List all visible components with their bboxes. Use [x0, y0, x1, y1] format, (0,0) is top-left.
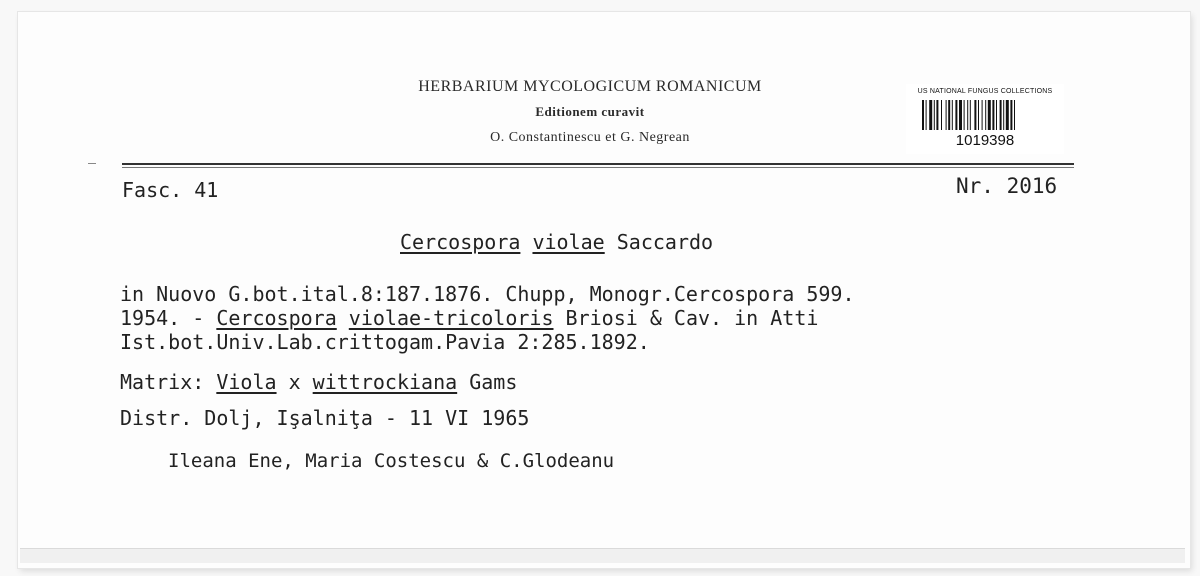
barcode-bar: [929, 100, 932, 130]
barcode-bar: [992, 100, 994, 130]
synonym-species: violae-tricoloris: [348, 306, 554, 330]
barcode-bar: [922, 100, 924, 130]
margin-tick: [88, 163, 96, 164]
barcode-bar: [988, 100, 991, 130]
barcode-bar: [926, 100, 927, 130]
barcode-bar: [1003, 100, 1004, 130]
editors-line: O. Constantinescu et G. Negrean: [490, 130, 690, 145]
barcode-bar: [959, 100, 962, 130]
barcode-bar: [948, 100, 950, 130]
synonym-genus: Cercospora: [216, 306, 337, 330]
barcode-number: 1019398: [955, 132, 1015, 149]
citation-line-1: in Nuovo G.bot.ital.8:187.1876. Chupp, Monogr.Cercospora 599.: [120, 282, 855, 306]
barcode-collection-name: US NATIONAL FUNGUS COLLECTIONS: [917, 88, 1053, 95]
host-author: Gams: [457, 370, 518, 394]
edition-line: Editionem curavit: [535, 104, 645, 119]
barcode-bar: [936, 100, 938, 130]
barcode-bar: [985, 100, 986, 130]
host-genus: Viola: [216, 370, 277, 394]
barcode-bar: [934, 100, 935, 130]
header-divider: [122, 163, 1074, 165]
barcode-bar: [941, 100, 942, 130]
fascicle-number: Fasc. 41: [122, 178, 219, 202]
taxon-author: Saccardo: [616, 230, 714, 254]
barcode-bar: [955, 100, 957, 130]
barcode-bar: [1014, 100, 1015, 130]
barcode-bar: [974, 100, 976, 130]
citation-line-3: Ist.bot.Univ.Lab.crittogam.Pavia 2:285.1892.: [120, 330, 650, 354]
citation-line-2-suffix: Briosi & Cav. in Atti: [553, 306, 819, 330]
host-hybrid-sign: x: [276, 370, 313, 394]
barcode-bar: [970, 100, 971, 130]
barcode-bar: [946, 100, 947, 130]
taxon-species: violae: [532, 230, 605, 254]
matrix-line: [120, 370, 517, 394]
citation-line-2-prefix: 1954. -: [120, 306, 217, 330]
taxon-genus: Cercospora: [400, 230, 521, 254]
barcode-bar: [996, 100, 997, 130]
citation-line-2: [120, 306, 818, 330]
barcode-bar: [952, 100, 953, 130]
barcode-icon: [922, 100, 1048, 130]
distribution-line: Distr. Dolj, Işalniţa - 11 VI 1965: [120, 406, 530, 430]
collectors-line: Ileana Ene, Maria Costescu & C.Glodeanu: [168, 450, 615, 472]
barcode-bar: [1006, 100, 1009, 130]
specimen-number: Nr. 2016: [956, 174, 1058, 198]
matrix-label: Matrix:: [120, 370, 217, 394]
host-species: wittrockiana: [312, 370, 458, 394]
barcode-bar: [964, 100, 965, 130]
header-divider-thin: [122, 167, 1074, 168]
barcode-bar: [982, 100, 983, 130]
barcode-label: [906, 84, 1064, 154]
barcode-bar: [978, 100, 979, 130]
barcode-bar: [1010, 100, 1012, 130]
barcode-bar: [1000, 100, 1002, 130]
taxon-title: [400, 230, 713, 254]
barcode-bar: [967, 100, 968, 130]
herbarium-title: HERBARIUM MYCOLOGICUM ROMANICUM: [418, 78, 762, 95]
card-bottom-edge: [20, 548, 1185, 563]
